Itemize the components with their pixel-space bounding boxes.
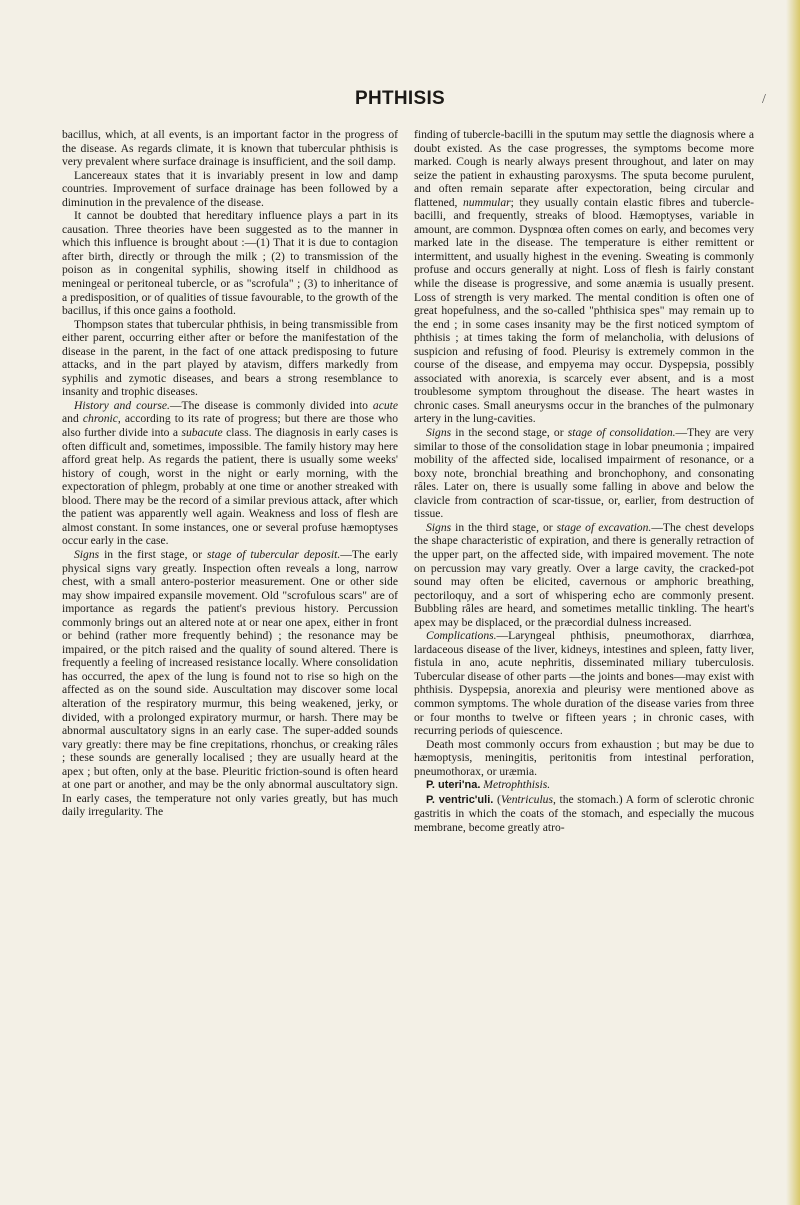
text-run: finding of tubercle-bacilli in the sputum may settle the diagnosis where a doubt existed. As the case progresses, the symptoms become more marked. Cough is nearly always present throughout, and later on may seize the patient in exhausting paroxysms. The sputa become purulent, and often remain separate after expectoration, being circular and flattened, — [414, 128, 754, 209]
paragraph-third-stage — [414, 521, 754, 629]
term-acute: acute — [372, 398, 399, 412]
page-title: PHTHISIS — [354, 88, 446, 109]
paragraph — [414, 128, 754, 426]
headword: P. uteri'na. — [426, 779, 481, 792]
dictionary-entry — [414, 778, 754, 793]
page-edge — [786, 0, 800, 1205]
paragraph: Death most commonly occurs from exhaustion ; but may be due to hæmoptysis, meningitis, peritonitis from intestinal perforation, pneumothorax, or uræmia. — [414, 737, 754, 778]
paragraph-second-stage — [414, 426, 754, 521]
term-chronic: chronic — [82, 412, 118, 426]
text-run: —The early physical signs vary greatly. Inspection often reveals a long, narrow chest, with a small antero-posterior measurement. One or other side may show impaired expansile movement. Old "scrofulous scars" are of importance as regards the patient's previous history. Percussion commonly brings out an altered note at or near one apex, either in front or behind (rather more frequently behind) ; the resonance may be impaired, or the pitch raised and the quality of sound altered. There is frequently a feeling of increased resistance locally. Where consolidation has occurred, the apex of the lung is found not to rise so high on the affected as on the sound side. Auscultation may discover some local alteration of the respiratory murmur, this being weakened, jerky, or divided, with a prolonged expiratory murmur, or harsh. There may be abnormal auscultatory signs in an early case. The super-added sounds vary greatly: there may be fine crepitations, rhonchus, or creaking râles ; these sounds are generally localised ; they are usually heard at the apex ; but often, only at the base. Pleuritic friction-sound is often heard at one part or another, and may be the only abnormal auscultatory sign. In early cases, the temperature not only varies greatly, but has much daily irregularity. The — [62, 547, 398, 819]
text-run: ( — [496, 792, 501, 806]
left-column — [62, 128, 398, 819]
text-run: —Laryngeal phthisis, pneumothorax, diarrhœa, lardaceous disease of the liver, kidneys, intestines and spleen, fatty liver, fistula in ano, acute nephritis, disseminated miliary tuberculosis. Tubercular disease of other parts —the joints and bones—may exist with phthisis. Dyspepsia, anorexia and pleurisy were mentioned above as common symptoms. The whole duration of the disease varies from three or four months to twelve or fifteen years ; in chronic cases, with recurring periods of quiescence. — [414, 629, 754, 738]
paragraph-history — [62, 399, 398, 548]
paragraph-complications — [414, 629, 754, 737]
text-run: in the first stage, or — [99, 547, 208, 561]
section-heading: Complications. — [426, 629, 497, 643]
section-heading: History and course. — [74, 398, 170, 412]
text-run: in the third stage, or — [451, 520, 557, 534]
paragraph: Thompson states that tubercular phthisis, in being transmissible from either parent, occurring either after or before the manifestation of the disease in the parent, in the fact of one attack predisposing to future attacks, and in the part played by atavism, differs markedly from syphilis and zymotic diseases, and bears a strong resemblance to insanity and trophic diseases. — [62, 317, 398, 399]
text-run: in the second stage, or — [451, 426, 568, 440]
right-column — [414, 128, 754, 834]
term-nummular: nummular — [462, 195, 511, 209]
term-subacute: subacute — [181, 426, 223, 440]
stage-name: stage of excavation. — [556, 520, 652, 534]
section-heading: Signs — [426, 426, 452, 440]
text-run: class. The diagnosis in early cases is often difficult and, sometimes, impossible. The family history may here afford great help. As regards the patient, there is usually some weeks' history of cough, worst in the night or early morning, with the expectoration of phlegm, probably at one time or another streaked with blood. There may be the record of a similar previous attack, after which the patient was apparently well again. Weakness and loss of flesh are almost constant. In some instances, one or several profuse hæmoptyses occur early in the case. — [62, 426, 398, 548]
section-heading: Signs — [426, 520, 452, 534]
text-run: —They are very similar to those of the consolidation stage in lobar pneumonia ; impaired mobility of the affected side, localised impairment of resonance, or a boxy note, bronchial breathing and bronchophony, and consonating râles. Later on, there is usually some falling in above and below the clavicle from contraction of scar-tissue, or, earlier, from destruction of tissue. — [414, 426, 754, 521]
text-run: and — [62, 412, 83, 426]
stage-name: stage of consolidation. — [567, 426, 676, 440]
stage-name: stage of tubercular deposit. — [207, 547, 341, 561]
section-heading: Signs — [74, 547, 100, 561]
latin-term: Ventriculus — [500, 792, 553, 806]
dictionary-entry — [414, 793, 754, 835]
text-run: , the stomach.) A form of sclerotic chronic gastritis in which the coats of the stomach, and especially the mucous membrane, become greatly atro- — [414, 792, 754, 834]
paragraph-first-stage — [62, 548, 398, 819]
paragraph: It cannot be doubted that hereditary influence plays a part in its causation. Three theories have been suggested as to the manner in which this influence is brought about :—(1) That it is due to contagion after birth, directly or through the milk ; (2) to transmission of the poison as in congenital syphilis, showing itself in childhood as meningeal or peritoneal tubercle, or as "scrofula" ; (3) to inheritance of a predisposition, or of qualities of tissue favourable, to the growth of the bacillus, if this once gains a foothold. — [62, 209, 398, 318]
text-run: —The disease is commonly divided into — [169, 398, 373, 412]
paragraph: Lancereaux states that it is invariably present in low and damp countries. Improvement of surface drainage has been followed by a diminution in the prevalence of the disease. — [62, 168, 398, 209]
text-run: ; they usually contain elastic fibres and tubercle-bacilli, and frequently, streaks of blood. Hæmoptyses, variable in amount, are common. Dyspnœa often comes on early, and becomes very marked late in the disease. The temperature is either remittent or intermittent, and usually highest in the evening. Sweating is commonly profuse and occurs generally at night. Loss of flesh is fairly constant while the disease is progressive, and some anæmia is usually present. Loss of strength is very marked. The mental condition is often one of great hopefulness, and the so-called "phthisica spes" may remain up to the end ; in some cases insanity may be the first noticed symptom of phthisis ; at times taking the form of melancholia, with delusions of suspicion and refusing of food. Pleurisy is extremely common in the course of the disease, and empyema may occur. Dyspepsia, possibly associated with anorexia, is scarcely ever absent, and is a most troublesome symptom throughout the disease. The heart wastes in chronic cases. Small aneurysms occur in the branches of the pulmonary artery in the lung-cavities. — [414, 195, 755, 426]
paragraph: bacillus, which, at all events, is an important factor in the progress of the disease. As regards climate, it is known that tubercular phthisis is very prevalent where surface drainage is insufficient, and the soil damp. — [62, 128, 398, 169]
page-corner-mark: / — [762, 92, 766, 107]
definition: Metrophthisis. — [483, 778, 551, 792]
text-run: —The chest develops the shape characteristic of expiration, and there is generally retraction of the upper part, on the affected side, with impaired movement. The note on percussion may vary greatly. Over a large cavity, the cracked-pot sound may often be elicited, cavernous or amphoric breathing, pectoriloquy, and a sort of whispering echo are commonly present. Bubbling râles are heard, and sometimes metallic tinkling. The heart's apex may be displaced, or the præcordial dulness increased. — [414, 520, 754, 629]
text-run: , according to its rate of progress; but there are those who also further divide into a — [62, 412, 398, 440]
headword: P. ventric'uli. — [426, 793, 494, 806]
